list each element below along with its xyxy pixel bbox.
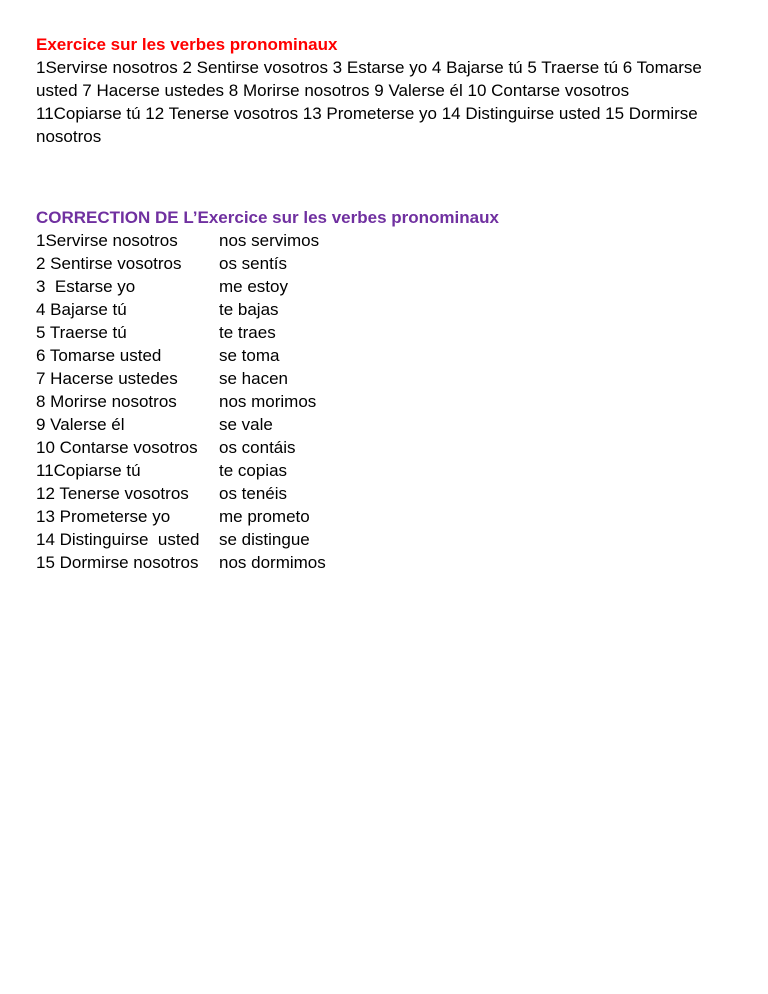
correction-row <box>36 436 736 459</box>
row-prompt: 15 Dormirse nosotros <box>36 553 199 572</box>
row-answer: os tenéis <box>219 484 288 503</box>
correction-row <box>36 390 736 413</box>
row-answer: me estoy <box>219 277 288 296</box>
exercise-text: 1Servirse nosotros 2 Sentirse vosotros 3 Estarse yo 4 Bajarse tú 5 Traerse tú 6 Tomarse usted 7 Hacerse ustedes 8 Morirse nosotros 9 Valerse él 10 Contarse vosotros 11Copiarse tú 12 Tenerse vosotros 13 Prometerse yo 14 Distinguirse usted 15 Dormirse nosotros <box>36 58 702 146</box>
row-prompt: 5 Traerse tú <box>36 323 127 342</box>
row-prompt: 8 Morirse nosotros <box>36 392 177 411</box>
correction-title: CORRECTION DE L’Exercice sur les verbes pronominaux <box>36 208 499 227</box>
exercise-title: Exercice sur les verbes pronominaux <box>36 35 338 54</box>
row-prompt: 4 Bajarse tú <box>36 300 127 319</box>
correction-row <box>36 367 736 390</box>
row-answer: nos servimos <box>219 231 320 250</box>
row-prompt: 12 Tenerse vosotros <box>36 484 189 503</box>
correction-row <box>36 229 736 252</box>
correction-row <box>36 413 736 436</box>
row-answer: te copias <box>219 461 288 480</box>
row-prompt: 3 Estarse yo <box>36 277 136 296</box>
correction-row <box>36 321 736 344</box>
row-prompt: 7 Hacerse ustedes <box>36 369 178 388</box>
correction-row <box>36 459 736 482</box>
correction-row <box>36 252 736 275</box>
row-prompt: 9 Valerse él <box>36 415 125 434</box>
correction-row <box>36 505 736 528</box>
row-answer: nos morimos <box>219 392 317 411</box>
correction-row <box>36 482 736 505</box>
row-prompt: 6 Tomarse usted <box>36 346 162 365</box>
correction-row <box>36 275 736 298</box>
row-answer: os sentís <box>219 254 288 273</box>
row-answer: te traes <box>219 323 276 342</box>
row-answer: se distingue <box>219 530 310 549</box>
correction-row <box>36 298 736 321</box>
row-answer: te bajas <box>219 300 279 319</box>
correction-row <box>36 344 736 367</box>
row-prompt: 10 Contarse vosotros <box>36 438 198 457</box>
row-answer: os contáis <box>219 438 296 457</box>
document-page <box>36 33 736 574</box>
row-prompt: 2 Sentirse vosotros <box>36 254 182 273</box>
row-answer: nos dormimos <box>219 553 326 572</box>
row-prompt: 13 Prometerse yo <box>36 507 171 526</box>
section-spacer <box>36 148 736 206</box>
row-answer: se vale <box>219 415 273 434</box>
row-prompt: 1Servirse nosotros <box>36 231 178 250</box>
row-prompt: 14 Distinguirse usted <box>36 530 200 549</box>
correction-row <box>36 528 736 551</box>
row-answer: se toma <box>219 346 280 365</box>
row-answer: me prometo <box>219 507 310 526</box>
correction-row <box>36 551 736 574</box>
row-answer: se hacen <box>219 369 288 388</box>
row-prompt: 11Copiarse tú <box>36 461 141 480</box>
correction-list <box>36 229 736 574</box>
